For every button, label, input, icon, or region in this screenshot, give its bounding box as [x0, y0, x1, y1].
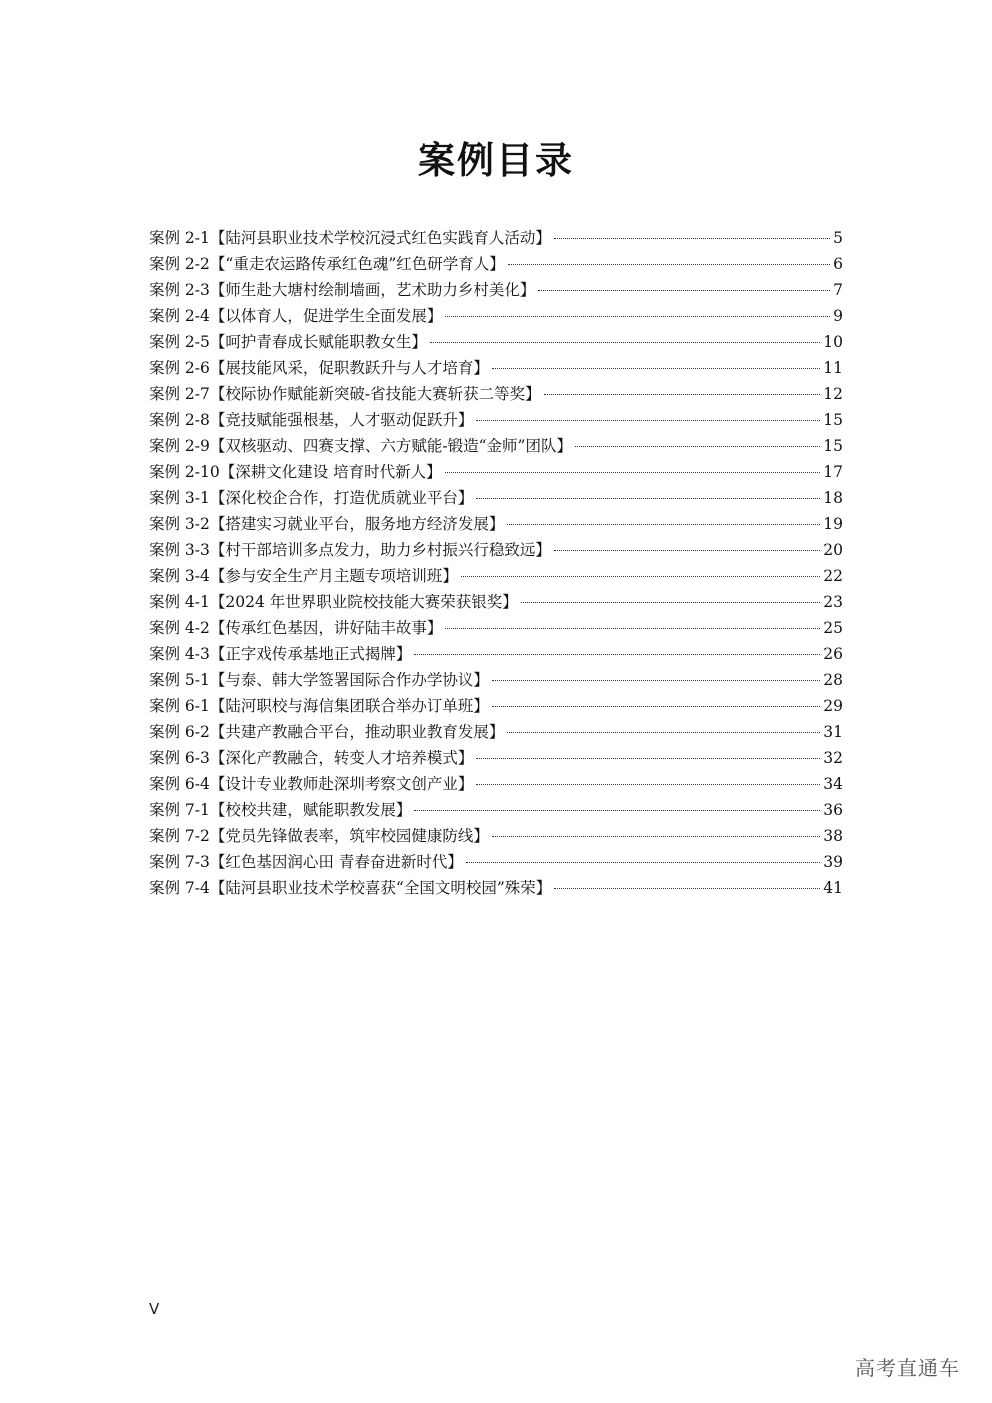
toc-case-label: 案例 2-5: [149, 333, 210, 351]
toc-entry[interactable]: [149, 693, 843, 719]
toc-dot-leader: [554, 550, 820, 551]
toc-entry[interactable]: [149, 381, 843, 407]
toc-dot-leader: [461, 576, 820, 577]
toc-page-number: 39: [823, 853, 843, 871]
toc-case-label: 案例 2-10: [149, 463, 220, 481]
toc-case-label: 案例 4-2: [149, 619, 210, 637]
toc-entry-title: 【红色基因润心田 青春奋进新时代】: [209, 853, 463, 871]
toc-entry-title: 【党员先锋做表率，筑牢校园健康防线】: [209, 827, 489, 845]
toc-page-number: 15: [823, 411, 843, 429]
toc-case-label: 案例 2-4: [149, 307, 210, 325]
toc-entry-title: 【“重走农运路传承红色魂”红色研学育人】: [209, 255, 505, 273]
toc-case-label: 案例 6-3: [149, 749, 210, 767]
toc-page-number: 6: [833, 255, 843, 273]
toc-entry-title: 【师生赴大塘村绘制墙画，艺术助力乡村美化】: [209, 281, 536, 299]
toc-entry-title: 【深耕文化建设 培育时代新人】: [219, 463, 442, 481]
toc-case-label: 案例 2-6: [149, 359, 210, 377]
toc-dot-leader: [445, 472, 821, 473]
toc-dot-leader: [430, 342, 820, 343]
toc-entry[interactable]: [149, 823, 843, 849]
toc-case-label: 案例 5-1: [149, 671, 210, 689]
toc-page-number: 32: [823, 749, 843, 767]
toc-entry[interactable]: [149, 797, 843, 823]
toc-case-label: 案例 7-3: [149, 853, 210, 871]
toc-entry[interactable]: [149, 251, 843, 277]
toc-dot-leader: [507, 732, 820, 733]
page-title: 案例目录: [418, 138, 574, 182]
toc-page-number: 22: [823, 567, 843, 585]
toc-entry-title: 【校校共建，赋能职教发展】: [209, 801, 412, 819]
toc-entry-title: 【设计专业教师赴深圳考察文创产业】: [209, 775, 474, 793]
toc-entry[interactable]: [149, 537, 843, 563]
toc-page-number: 25: [823, 619, 843, 637]
toc-dot-leader: [554, 238, 830, 239]
toc-dot-leader: [492, 706, 820, 707]
toc-page-number: 26: [823, 645, 843, 663]
toc-entry-title: 【以体育人，促进学生全面发展】: [209, 307, 443, 325]
toc-page-number: 19: [823, 515, 843, 533]
toc-entry-title: 【呵护青春成长赋能职教女生】: [209, 333, 427, 351]
toc-entry-title: 【双核驱动、四赛支撑、六方赋能-锻造“金师”团队】: [209, 437, 572, 455]
toc-entry[interactable]: [149, 641, 843, 667]
toc-entry[interactable]: [149, 485, 843, 511]
toc-entry-title: 【展技能风采，促职教跃升与人才培育】: [209, 359, 489, 377]
toc-page-number: 18: [823, 489, 843, 507]
toc-entry-title: 【传承红色基因，讲好陆丰故事】: [209, 619, 443, 637]
toc-dot-leader: [521, 602, 821, 603]
toc-dot-leader: [492, 680, 820, 681]
toc-dot-leader: [507, 524, 820, 525]
toc-dot-leader: [476, 784, 820, 785]
toc-page-number: 5: [833, 229, 843, 247]
toc-case-label: 案例 7-2: [149, 827, 210, 845]
toc-case-label: 案例 3-3: [149, 541, 210, 559]
toc-page-number: 34: [823, 775, 843, 793]
toc-entry[interactable]: [149, 511, 843, 537]
toc-dot-leader: [414, 654, 820, 655]
toc-page-number: 15: [823, 437, 843, 455]
toc-entry-title: 【校际协作赋能新突破-省技能大赛斩获二等奖】: [209, 385, 541, 403]
toc-case-label: 案例 2-3: [149, 281, 210, 299]
toc-page-number: 31: [823, 723, 843, 741]
toc-dot-leader: [544, 394, 821, 395]
toc-case-label: 案例 3-1: [149, 489, 210, 507]
toc-dot-leader: [445, 628, 820, 629]
toc-entry[interactable]: [149, 433, 843, 459]
toc-entry[interactable]: [149, 303, 843, 329]
toc-entry-title: 【正字戏传承基地正式揭牌】: [209, 645, 412, 663]
page-number: V: [149, 1300, 160, 1318]
table-of-contents: [149, 225, 843, 901]
toc-entry-title: 【深化校企合作，打造优质就业平台】: [209, 489, 474, 507]
toc-entry[interactable]: [149, 667, 843, 693]
toc-entry-title: 【竞技赋能强根基，人才驱动促跃升】: [209, 411, 474, 429]
toc-entry[interactable]: [149, 849, 843, 875]
toc-case-label: 案例 7-1: [149, 801, 210, 819]
toc-entry[interactable]: [149, 329, 843, 355]
toc-entry-title: 【陆河县职业技术学校沉浸式红色实践育人活动】: [209, 229, 551, 247]
toc-case-label: 案例 4-3: [149, 645, 210, 663]
toc-entry[interactable]: [149, 589, 843, 615]
toc-page-number: 29: [823, 697, 843, 715]
toc-entry-title: 【村干部培训多点发力，助力乡村振兴行稳致远】: [209, 541, 551, 559]
toc-entry-title: 【共建产教融合平台，推动职业教育发展】: [209, 723, 505, 741]
toc-dot-leader: [538, 290, 830, 291]
toc-case-label: 案例 2-1: [149, 229, 210, 247]
toc-page-number: 38: [823, 827, 843, 845]
toc-entry[interactable]: [149, 771, 843, 797]
toc-page-number: 23: [823, 593, 843, 611]
toc-case-label: 案例 2-8: [149, 411, 210, 429]
toc-entry[interactable]: [149, 277, 843, 303]
toc-entry[interactable]: [149, 407, 843, 433]
toc-entry[interactable]: [149, 615, 843, 641]
toc-dot-leader: [508, 264, 830, 265]
toc-dot-leader: [492, 368, 820, 369]
toc-case-label: 案例 3-2: [149, 515, 210, 533]
toc-page-number: 41: [823, 879, 843, 897]
toc-dot-leader: [476, 420, 820, 421]
toc-page-number: 9: [833, 307, 843, 325]
toc-case-label: 案例 6-1: [149, 697, 210, 715]
toc-entry-title: 【搭建实习就业平台，服务地方经济发展】: [209, 515, 505, 533]
toc-entry[interactable]: [149, 459, 843, 485]
toc-case-label: 案例 2-9: [149, 437, 210, 455]
toc-entry[interactable]: [149, 225, 843, 251]
toc-entry[interactable]: [149, 563, 843, 589]
toc-page-number: 36: [823, 801, 843, 819]
toc-entry[interactable]: [149, 355, 843, 381]
toc-dot-leader: [414, 810, 820, 811]
toc-page-number: 10: [823, 333, 843, 351]
toc-dot-leader: [492, 836, 820, 837]
toc-case-label: 案例 4-1: [149, 593, 210, 611]
toc-case-label: 案例 6-4: [149, 775, 210, 793]
toc-entry-title: 【与泰、韩大学签署国际合作办学协议】: [209, 671, 489, 689]
toc-page-number: 17: [823, 463, 843, 481]
toc-page-number: 20: [823, 541, 843, 559]
toc-dot-leader: [466, 862, 820, 863]
toc-case-label: 案例 3-4: [149, 567, 210, 585]
toc-page-number: 11: [823, 359, 843, 377]
toc-dot-leader: [554, 888, 820, 889]
toc-dot-leader: [476, 498, 820, 499]
toc-dot-leader: [445, 316, 830, 317]
toc-dot-leader: [575, 446, 820, 447]
toc-dot-leader: [476, 758, 820, 759]
toc-entry-title: 【参与安全生产月主题专项培训班】: [209, 567, 458, 585]
toc-case-label: 案例 2-7: [149, 385, 210, 403]
toc-page-number: 28: [823, 671, 843, 689]
toc-entry-title: 【2024 年世界职业院校技能大赛荣获银奖】: [209, 593, 518, 611]
toc-page-number: 12: [823, 385, 843, 403]
toc-page-number: 7: [833, 281, 843, 299]
toc-entry-title: 【深化产教融合，转变人才培养模式】: [209, 749, 474, 767]
toc-entry-title: 【陆河职校与海信集团联合举办订单班】: [209, 697, 489, 715]
toc-case-label: 案例 2-2: [149, 255, 210, 273]
toc-entry[interactable]: [149, 719, 843, 745]
watermark: 高考直通车: [855, 1356, 960, 1380]
toc-case-label: 案例 7-4: [149, 879, 210, 897]
toc-entry[interactable]: [149, 875, 843, 901]
toc-case-label: 案例 6-2: [149, 723, 210, 741]
toc-entry-title: 【陆河县职业技术学校喜获“全国文明校园”殊荣】: [209, 879, 552, 897]
toc-entry[interactable]: [149, 745, 843, 771]
